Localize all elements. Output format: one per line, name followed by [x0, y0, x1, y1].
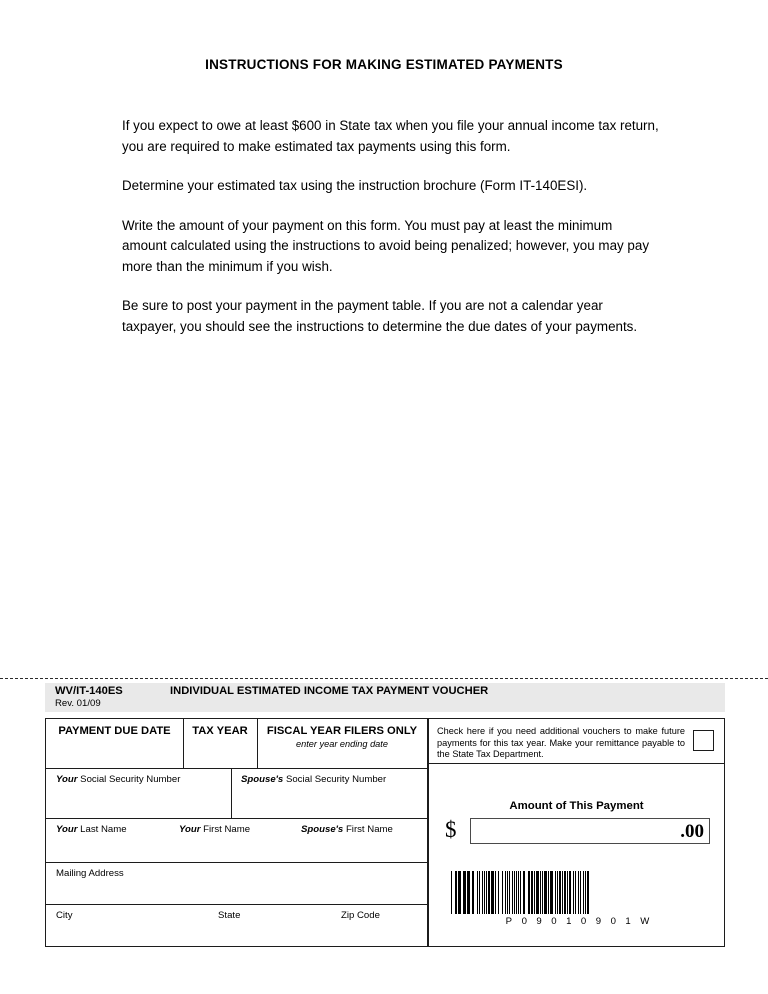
- instruction-paragraph: If you expect to owe at least $600 in State tax when you file your annual income tax return, you are required to make estimated tax payments using this form.: [122, 118, 659, 154]
- barcode-value: P09010901W: [505, 916, 659, 927]
- table-row: [46, 863, 427, 905]
- voucher-barcode: [451, 871, 704, 927]
- field-label-your-last-name: Your Last Name: [56, 824, 127, 835]
- table-row: [46, 769, 427, 819]
- field-label-zip-code: Zip Code: [341, 910, 380, 921]
- column-header-payment-due-date: PAYMENT DUE DATE: [58, 725, 171, 737]
- cut-line-divider: [0, 678, 768, 679]
- field-label-city: City: [56, 910, 73, 921]
- column-header-fiscal-year: FISCAL YEAR FILERS ONLY: [266, 725, 418, 737]
- additional-vouchers-checkbox[interactable]: [693, 730, 714, 751]
- payment-amount-input[interactable]: [470, 818, 710, 844]
- field-label-your-ssn: Your Social Security Number: [56, 774, 181, 785]
- field-label-state: State: [218, 910, 241, 921]
- amount-cents-suffix: .00: [680, 821, 704, 842]
- voucher-form-code: WV/IT-140ES: [55, 685, 123, 697]
- field-label-your-first-name: Your First Name: [179, 824, 251, 835]
- voucher-revision: Rev. 01/09: [55, 698, 101, 709]
- additional-vouchers-notice-text: Check here if you need additional vouchers to make future payments for this tax year. Make your remittance payable to the State Tax Department.: [437, 726, 685, 760]
- column-subtext-fiscal-year: enter year ending date: [296, 739, 388, 749]
- additional-vouchers-notice-row: [429, 719, 724, 764]
- instruction-paragraph: Be sure to post your payment in the payment table. If you are not a calendar year taxpayer, you should see the instructions to determine the due dates of your payments.: [122, 298, 638, 334]
- instruction-paragraph: Determine your estimated tax using the instruction brochure (Form IT-140ESI).: [122, 178, 588, 193]
- instruction-paragraph: Write the amount of your payment on this form. You must pay at least the minimum amount calculated using the instructions to avoid being penalized; however, you may pay more than the minimum if you wish.: [122, 217, 650, 274]
- barcode-bars: [451, 871, 704, 914]
- field-label-spouse-ssn: Spouse's Social Security Number: [241, 774, 387, 785]
- instructions-body: [122, 116, 660, 337]
- voucher-payment-panel: [428, 718, 725, 947]
- voucher-title: INDIVIDUAL ESTIMATED INCOME TAX PAYMENT VOUCHER: [170, 685, 489, 697]
- table-row: [46, 719, 427, 769]
- voucher-header-band: [45, 683, 725, 712]
- table-row: [46, 819, 427, 863]
- page-title: INSTRUCTIONS FOR MAKING ESTIMATED PAYMENTS: [205, 57, 563, 72]
- field-label-mailing-address: Mailing Address: [56, 868, 124, 879]
- field-label-spouse-first-name: Spouse's First Name: [301, 824, 393, 835]
- column-header-tax-year: TAX YEAR: [192, 725, 248, 737]
- currency-symbol: $: [445, 817, 457, 842]
- voucher-taxpayer-table: [45, 718, 428, 947]
- table-row: [46, 905, 427, 946]
- amount-of-payment-label: Amount of This Payment: [509, 800, 644, 812]
- column-divider: [231, 769, 232, 818]
